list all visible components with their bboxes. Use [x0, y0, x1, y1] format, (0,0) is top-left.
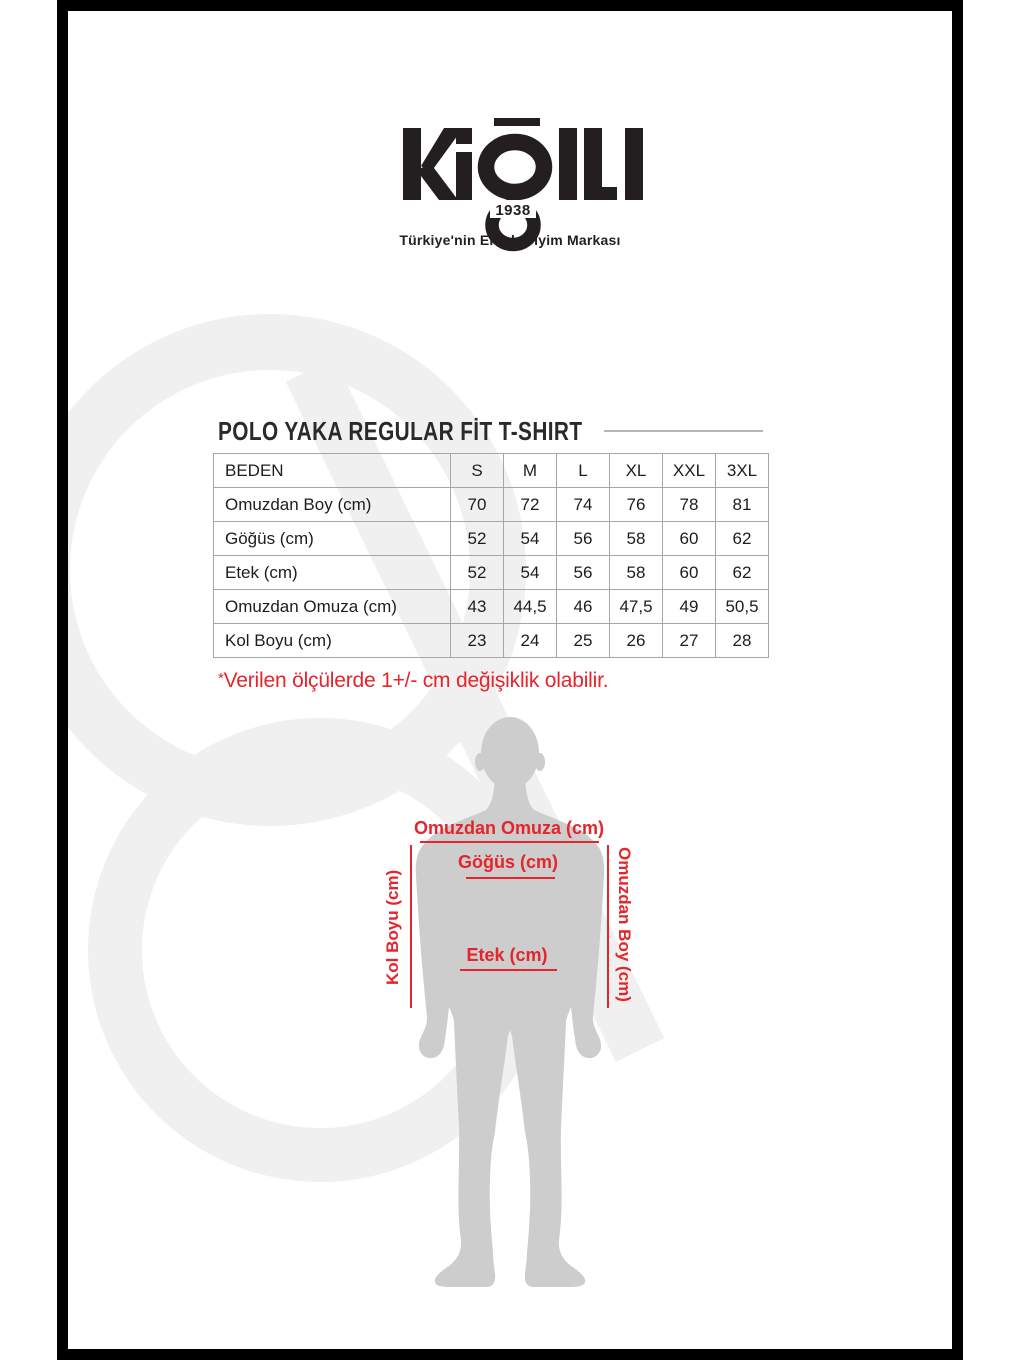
- cell: 24: [504, 624, 557, 658]
- cell: 60: [663, 556, 716, 590]
- cell: 47,5: [610, 590, 663, 624]
- cell: 28: [716, 624, 769, 658]
- column-header-3xl: 3XL: [716, 454, 769, 488]
- table-row: [214, 624, 769, 658]
- table-row: [214, 488, 769, 522]
- cell: 70: [451, 488, 504, 522]
- cell: 76: [610, 488, 663, 522]
- column-header-m: M: [504, 454, 557, 488]
- cell: 62: [716, 522, 769, 556]
- product-title: POLO YAKA REGULAR FİT T-SHIRT: [218, 416, 583, 446]
- table-header-row: [214, 454, 769, 488]
- logo-letters-ILI: [559, 128, 643, 200]
- cell: 62: [716, 556, 769, 590]
- cell: 56: [557, 522, 610, 556]
- row-label: Omuzdan Boy (cm): [214, 488, 451, 522]
- logo-letter-K: [403, 128, 463, 200]
- row-label: Kol Boyu (cm): [214, 624, 451, 658]
- cell: 54: [504, 522, 557, 556]
- column-header-xl: XL: [610, 454, 663, 488]
- logo-letter-g-breve: [486, 118, 544, 245]
- line-sleeve-length: [410, 845, 412, 1008]
- table-row: [214, 590, 769, 624]
- cell: 56: [557, 556, 610, 590]
- logo-letter-i: [456, 128, 472, 200]
- line-shoulder-to-shoulder: [420, 841, 599, 843]
- cell: 50,5: [716, 590, 769, 624]
- cell: 49: [663, 590, 716, 624]
- cell: 23: [451, 624, 504, 658]
- cell: 58: [610, 556, 663, 590]
- body-silhouette: [408, 716, 612, 1291]
- cell: 46: [557, 590, 610, 624]
- line-chest: [466, 877, 555, 879]
- label-chest: Göğüs (cm): [457, 852, 559, 872]
- tolerance-note: [218, 669, 608, 693]
- column-header-xxl: XXL: [663, 454, 716, 488]
- cell: 25: [557, 624, 610, 658]
- label-shoulder-to-length: Omuzdan Boy (cm): [615, 846, 634, 1002]
- line-hem: [460, 969, 557, 971]
- table-row: [214, 522, 769, 556]
- column-header-l: L: [557, 454, 610, 488]
- cell: 74: [557, 488, 610, 522]
- cell: 52: [451, 522, 504, 556]
- cell: 54: [504, 556, 557, 590]
- cell: 44,5: [504, 590, 557, 624]
- silhouette-ear-left: [475, 753, 485, 771]
- silhouette-ear-right: [535, 753, 545, 771]
- table-row: [214, 556, 769, 590]
- row-label: Göğüs (cm): [214, 522, 451, 556]
- brand-tagline: Türkiye'nin Erkek Giyim Markası: [399, 232, 621, 248]
- cell: 26: [610, 624, 663, 658]
- cell: 78: [663, 488, 716, 522]
- title-rule: [604, 430, 763, 432]
- row-label: Omuzdan Omuza (cm): [214, 590, 451, 624]
- note-text: Verilen ölçülerde 1+/- cm değişiklik olabilir.: [223, 669, 609, 692]
- label-hem: Etek (cm): [466, 945, 548, 965]
- silhouette-body-half: [416, 774, 510, 1287]
- column-header-beden: BEDEN: [214, 454, 451, 488]
- line-shoulder-to-length: [607, 845, 609, 1008]
- cell: 52: [451, 556, 504, 590]
- label-shoulder-to-shoulder: Omuzdan Omuza (cm): [413, 818, 605, 838]
- logo-year-1938: 1938: [495, 202, 531, 219]
- column-header-s: S: [451, 454, 504, 488]
- cell: 27: [663, 624, 716, 658]
- row-label: Etek (cm): [214, 556, 451, 590]
- size-table: [213, 453, 769, 658]
- cell: 81: [716, 488, 769, 522]
- cell: 58: [610, 522, 663, 556]
- label-sleeve-length: Kol Boyu (cm): [383, 869, 402, 985]
- cell: 43: [451, 590, 504, 624]
- note-asterisk: *: [218, 670, 224, 687]
- cell: 60: [663, 522, 716, 556]
- cell: 72: [504, 488, 557, 522]
